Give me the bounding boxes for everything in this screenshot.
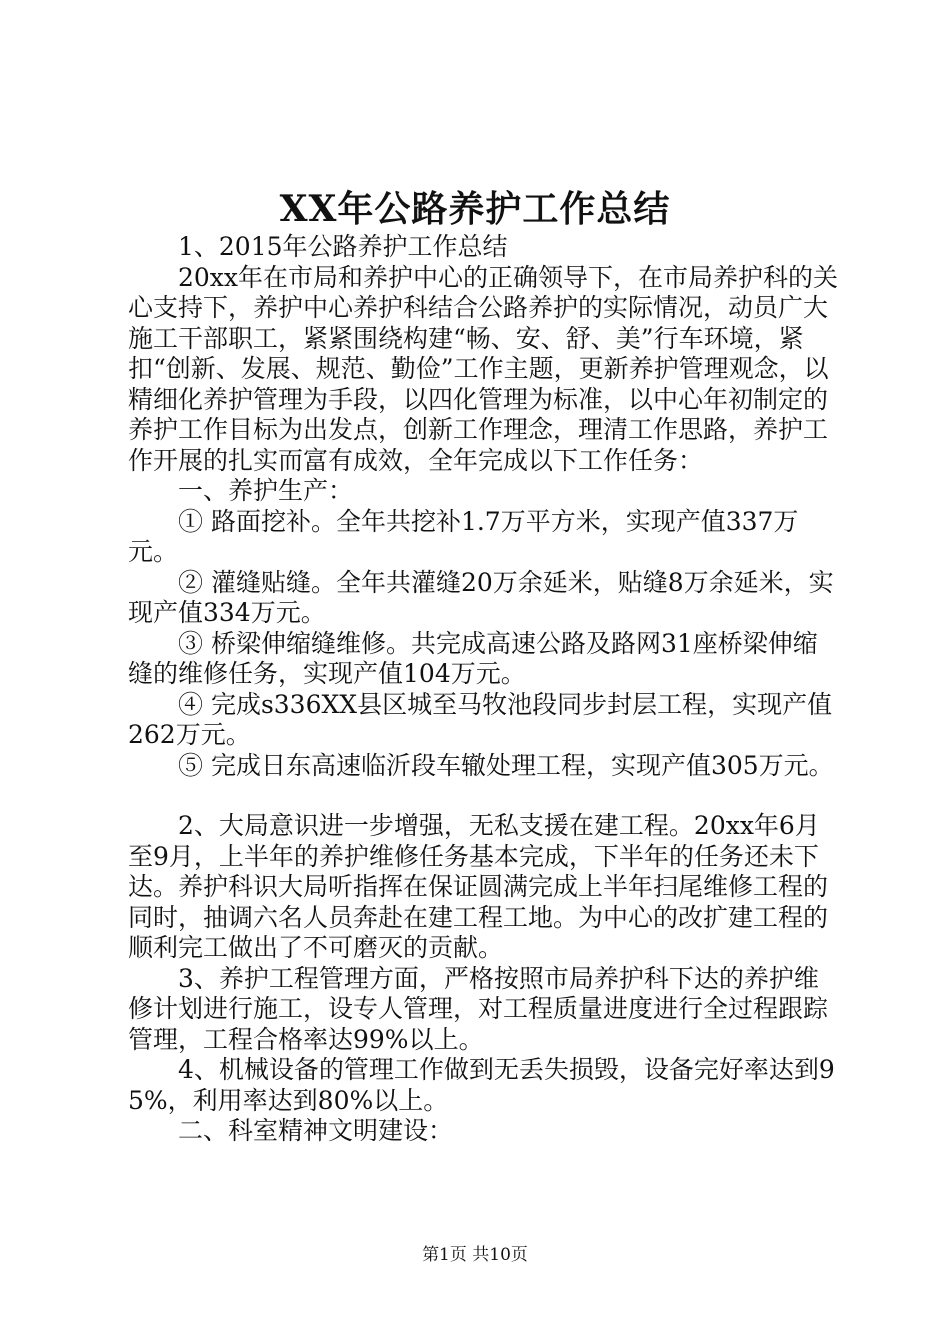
list-item: ① 路面挖补。全年共挖补1.7万平方米，实现产值337万元。 bbox=[128, 506, 799, 566]
list-item: ④ 完成s336XX县区城至马牧池段同步封层工程，实现产值262万元。 bbox=[128, 689, 833, 749]
list-item: ② 灌缝贴缝。全年共灌缝20万余延米，贴缝8万余延米，实现产值334万元。 bbox=[128, 567, 834, 627]
section-heading: 1、2015年公路养护工作总结 bbox=[178, 232, 508, 261]
list-item: ⑤ 完成日东高速临沂段车辙处理工程，实现产值305万元。 bbox=[178, 750, 834, 780]
list-item: ③ 桥梁伸缩缝维修。共完成高速公路及路网31座桥梁伸缩缝的维修任务，实现产值104万元。 bbox=[128, 628, 818, 688]
page-footer: 第1页 共10页 bbox=[422, 1245, 528, 1265]
document-title: XX年公路养护工作总结 bbox=[279, 188, 671, 230]
paragraph: 20xx年在市局和养护中心的正确领导下，在市局养护科的关心支持下，养护中心养护科结合公路养护的实际情况，动员广大施工干部职工，紧紧围绕构建“畅、安、舒、美”行车环境，紧扣“创新、发展、规范、勤俭”工作主题，更新养护管理观念，以精细化养护管理为手段，以四化管理为标准，以中心年初制定的养护工作目标为出发点，创新工作理念，理清工作思路，养护工作开展的扎实而富有成效，全年完成以下工作任务： bbox=[128, 262, 839, 475]
section-heading: 一、养护生产： bbox=[178, 476, 354, 505]
paragraph: 4、机械设备的管理工作做到无丢失损毁，设备完好率达到95%，利用率达到80%以上。 bbox=[128, 1055, 835, 1115]
document-body bbox=[128, 232, 838, 1147]
paragraph: 2、大局意识进一步增强，无私支援在建工程。20xx年6月至9月，上半年的养护维修任务基本完成，下半年的任务还未下达。养护科识大局听指挥在保证圆满完成上半年扫尾维修工程的同时，抽调六名人员奔赴在建工程工地。为中心的改扩建工程的顺利完工做出了不可磨灭的贡献。 bbox=[128, 811, 829, 962]
section-heading: 二、科室精神文明建设： bbox=[178, 1116, 454, 1145]
paragraph-spacer bbox=[128, 781, 838, 811]
paragraph: 3、养护工程管理方面，严格按照市局养护科下达的养护维修计划进行施工，设专人管理，对工程质量进度进行全过程跟踪管理，工程合格率达99%以上。 bbox=[128, 963, 829, 1054]
